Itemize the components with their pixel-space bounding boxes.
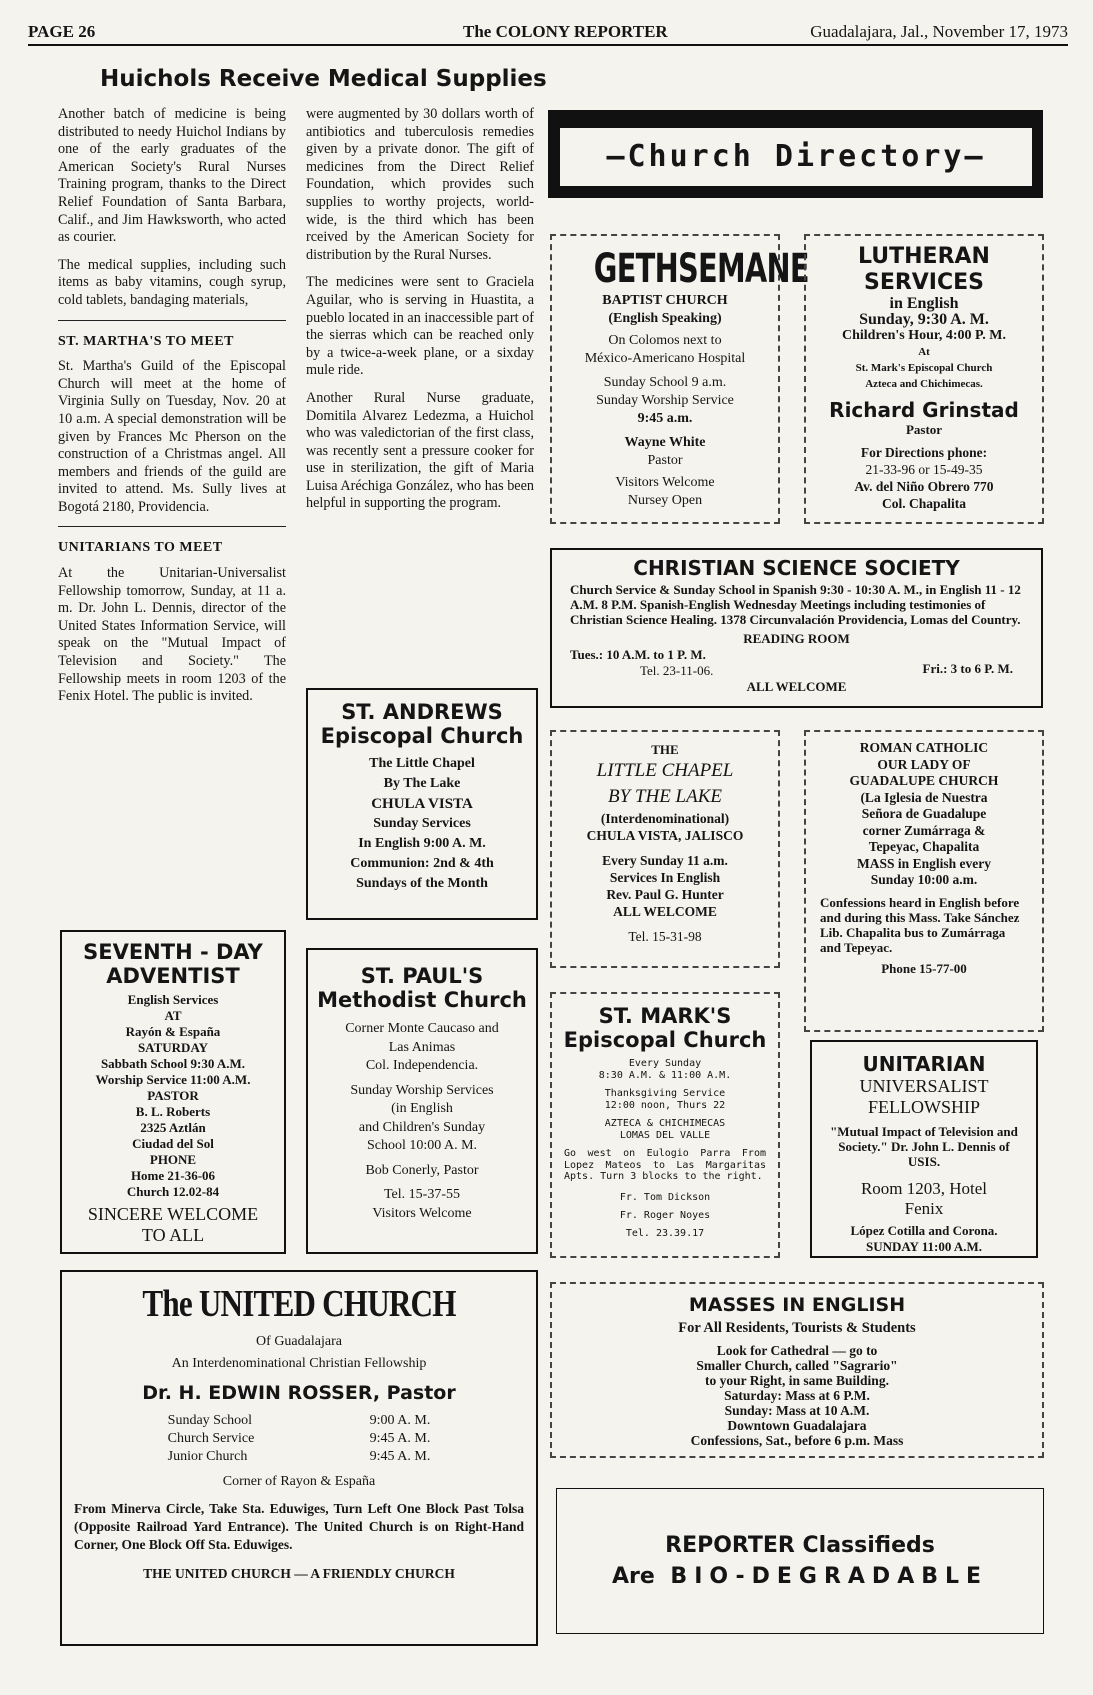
uu-when: SUNDAY 11:00 A.M.	[865, 1239, 983, 1254]
masses-title: MASSES IN ENGLISH	[688, 1294, 906, 1316]
article-paragraph: The medical supplies, including such items as baby vitamins, cough syrup, cold tablets, bandaging materials,	[58, 256, 286, 308]
adventist-title: ADVENTIST	[106, 964, 240, 988]
schedule-name: Junior Church	[167, 1449, 248, 1464]
ad-line: Smaller Church, called "Sagrario"	[696, 1358, 898, 1373]
lc-lines	[552, 810, 778, 945]
ad-line: Azteca and Chichimecas.	[865, 378, 983, 390]
united-directions: From Minerva Circle, Take Sta. Eduwiges, Turn Left One Block Past Tolsa (Opposite Railroad Yard Entrance). The United Church is on Right-Hand Corner, One Block Off Sta. Eduwiges.	[74, 1501, 524, 1552]
ad-line: GUADALUPE CHURCH	[849, 773, 999, 788]
uu-desc: "Mutual Impact of Television and Society." Dr. John L. Dennis of USIS.	[830, 1124, 1018, 1169]
cs-body: Church Service & Sunday School in Spanish 9:30 - 10:30 A. M., in English 11 - 12 A.M. 8 P.M. Spanish-English Wednesday Meetings including testimonies of Christian Science Healing. 1378 Circunvalación Providencia, Lomas del Country.	[570, 582, 1021, 627]
page-number: PAGE 26	[28, 22, 96, 41]
stmarks-title: Episcopal Church	[563, 1028, 767, 1052]
ad-line: Thanksgiving Service	[604, 1088, 726, 1099]
ad-line: Communion: 2nd & 4th	[350, 856, 494, 871]
schedule-time: 9:00 A. M.	[369, 1413, 431, 1428]
schedule-name: Church Service	[167, 1431, 255, 1446]
ad-line: AZTECA & CHICHIMECAS	[604, 1118, 726, 1129]
schedule-row	[167, 1430, 432, 1448]
cs-fri: Fri.: 3 to 6 P. M.	[922, 661, 1013, 676]
ad-line: (La Iglesia de Nuestra	[860, 789, 988, 805]
ad-line: Sabbath School 9:30 A.M.	[100, 1056, 246, 1071]
stmarks-ad	[550, 992, 780, 1258]
ad-line: Wayne White	[624, 435, 706, 450]
ad-line: Tel. 15-31-98	[628, 929, 702, 944]
ad-line: to your Right, in same Building.	[705, 1373, 889, 1388]
ad-line: Corner Monte Caucaso and	[345, 1021, 499, 1036]
ad-line: B. L. Roberts	[135, 1104, 211, 1119]
ad-line: Every Sunday	[628, 1058, 702, 1069]
united-church-ad	[60, 1270, 538, 1646]
divider	[58, 526, 286, 527]
ad-line: Sunday 10:00 a.m.	[870, 872, 978, 887]
ad-line: Visitors Welcome	[615, 475, 715, 490]
christian-science-ad	[550, 548, 1043, 708]
cs-tel: Tel. 23-11-06.	[640, 663, 714, 678]
ad-line: corner Zumárraga &	[862, 822, 986, 838]
classifieds-line2	[557, 1564, 1043, 1589]
ad-line: The Little Chapel	[369, 756, 475, 771]
ad-line: LOMAS DEL VALLE	[619, 1130, 711, 1141]
ad-line: Worship Service 11:00 A.M.	[95, 1072, 251, 1087]
ad-line: Sunday School 9 a.m.	[603, 375, 727, 390]
stmarks-title: ST. MARK'S	[598, 1004, 732, 1028]
ad-line: 12:00 noon, Thurs 22	[604, 1100, 726, 1111]
uu-title: UNITARIAN	[862, 1052, 986, 1076]
uu-title: FELLOWSHIP	[868, 1097, 980, 1117]
ad-line: Tel. 23.39.17	[625, 1227, 705, 1239]
standrews-ad	[306, 688, 538, 920]
united-title-text: The UNITED CHURCH	[142, 1283, 456, 1325]
ad-line: Church 12.02-84	[126, 1184, 220, 1199]
lc-title: BY THE LAKE	[607, 786, 723, 807]
classifieds-ad	[556, 1488, 1044, 1634]
cs-reading: READING ROOM	[743, 631, 850, 646]
classifieds-line1: REPORTER Classifieds	[665, 1533, 935, 1558]
uu-room: Fenix	[904, 1199, 944, 1218]
stmarks-people	[552, 1189, 778, 1243]
ad-line: Children's Hour, 4:00 P. M.	[841, 328, 1006, 343]
gethsemane-title-text: GETHSEMANE	[593, 246, 809, 292]
ad-line: MASS in English every	[857, 855, 991, 871]
ad-line: Confessions, Sat., before 6 p.m. Mass	[690, 1433, 904, 1448]
standrews-title: ST. ANDREWS	[341, 700, 503, 724]
ad-line: (Interdenominational)	[600, 811, 730, 826]
united-slogan: THE UNITED CHURCH — A FRIENDLY CHURCH	[143, 1566, 455, 1581]
unitarians-body: At the Unitarian-Universalist Fellowship tomorrow, Sunday, at 11 a. m. Dr. John L. Dennis, director of the United States Information Service, will speak on the "Mutual Impact of Television and Society." The Fellowship meets in room 1203 of the Fenix Hotel. The public is invited.	[58, 565, 286, 705]
lc-the: THE	[651, 742, 679, 757]
schedule-name: Sunday School	[167, 1413, 253, 1428]
ad-line: Look for Cathedral — go to	[716, 1343, 878, 1358]
ad-line: Las Animas	[388, 1039, 456, 1055]
gethsemane-title	[552, 246, 809, 292]
ad-line: México-Americano Hospital	[584, 351, 746, 366]
united-schedule	[167, 1412, 432, 1466]
schedule-time: 9:45 A. M.	[369, 1449, 431, 1464]
uu-address: López Cotilla and Corona.	[850, 1223, 998, 1238]
schedule-row	[167, 1448, 432, 1466]
ad-line: For Directions phone:	[860, 445, 988, 460]
ad-line: By The Lake	[383, 776, 461, 791]
lc-title: LITTLE CHAPEL	[596, 760, 734, 781]
lutheran-title: LUTHERAN	[858, 244, 990, 269]
gethsemane-ad	[550, 234, 809, 524]
article-col2	[306, 106, 534, 523]
schedule-row	[167, 1412, 432, 1430]
ad-line: Sunday Worship Services	[350, 1082, 494, 1098]
ad-line: Fr. Roger Noyes	[619, 1209, 711, 1221]
stmarks-lines	[552, 1058, 778, 1142]
rc-confessions: Confessions heard in English before and during this Mass. Take Sánchez Lib. Chapalita bus to Zumárraga and Tepeyac.	[820, 894, 1020, 955]
ad-line: CHULA VISTA	[371, 796, 473, 812]
stpauls-title: ST. PAUL'S	[360, 964, 484, 988]
article-paragraph: were augmented by 30 dollars worth of antibiotics and tuberculosis remedies given by a private donor. The gift of medicines from the Direct Relief Foundation, which provides such supplies to worthy projects, world-wide, is the third which has been rceived by the American Society for distribution by the Rural Nurses.	[306, 106, 534, 263]
masses-sub: For All Residents, Tourists & Students	[678, 1320, 916, 1336]
ad-line: On Colomos next to	[608, 333, 722, 348]
ad-line: School 10:00 A. M.	[366, 1138, 478, 1153]
roman-catholic-ad	[804, 730, 1044, 1032]
masses-lines	[552, 1343, 1042, 1448]
rc-lines	[820, 740, 1028, 889]
ad-line: BAPTIST CHURCH	[602, 293, 728, 308]
lutheran-lines2	[806, 444, 1042, 512]
martha-body: St. Martha's Guild of the Episcopal Church will meet at the home of Virginia Sully on Tuesday, Nov. 20 at 10 a.m. A special demonstration will be given by Frances Mc Pherson on the construction of a Christmas angel. All members and friends of the guild are invited to attend. Ms. Sully lives at Bogotá 2180, Providencia.	[58, 358, 286, 515]
adventist-closing: TO ALL	[141, 1225, 205, 1245]
header-rule	[28, 44, 1068, 46]
ad-line: and Children's Sunday	[358, 1119, 486, 1135]
ad-line: Sunday Services	[373, 816, 471, 831]
ad-line: Fr. Tom Dickson	[619, 1191, 711, 1203]
ad-line: ROMAN CATHOLIC	[859, 740, 989, 755]
united-sub: An Interdenominational Christian Fellowship	[171, 1356, 427, 1371]
uu-title: UNIVERSALIST	[859, 1076, 989, 1096]
lutheran-pastor-name: Richard Grinstad	[829, 398, 1019, 422]
article-headline: Huichols Receive Medical Supplies	[100, 66, 547, 92]
united-sub: Of Guadalajara	[256, 1334, 342, 1349]
ad-line: English Services	[127, 992, 219, 1007]
little-chapel-ad	[550, 730, 780, 968]
ad-line: Col. Chapalita	[881, 496, 966, 511]
ad-line: Rayón & España	[125, 1024, 221, 1039]
ad-line: Señora de Guadalupe	[861, 806, 987, 821]
ad-line: AT	[164, 1008, 182, 1023]
article-col1	[58, 106, 286, 716]
ad-line: Sundays of the Month	[356, 876, 488, 891]
ad-line: SATURDAY	[137, 1040, 209, 1055]
cs-welcome: ALL WELCOME	[746, 679, 847, 694]
gethsemane-lines	[552, 292, 778, 510]
ad-line: PHONE	[149, 1152, 197, 1167]
martha-title: ST. MARTHA'S TO MEET	[58, 333, 234, 349]
article-paragraph: Another Rural Nurse graduate, Domitila Alvarez Ledezma, a Huichol who was valedictorian of the first class, was recently sent a pressure cooker for use in sterilization, the gift of Maria Luisa Aréchiga González, who has been helpful in supporting the program.	[306, 389, 534, 512]
ad-line: Sunday Worship Service	[596, 393, 734, 408]
ad-line: Rev. Paul G. Hunter	[606, 887, 724, 902]
ad-line: Services In English	[609, 870, 721, 885]
cs-title: CHRISTIAN SCIENCE SOCIETY	[633, 556, 960, 580]
ad-line: Home 21-36-06	[130, 1168, 216, 1183]
lutheran-lines	[806, 296, 1042, 392]
article-paragraph: Another batch of medicine is being distributed to needy Huichol Indians by one of the early graduates of the American Society's Rural Nurses Training program, thanks to the Direct Relief Foundation of Santa Barbara, Calif., and Jim Hawksworth, who acted as courier.	[58, 106, 286, 246]
ad-line: ALL WELCOME	[613, 904, 717, 919]
adventist-ad	[60, 930, 286, 1254]
rc-phone: Phone 15-77-00	[881, 960, 967, 976]
stpauls-ad	[306, 948, 538, 1254]
article-paragraph: The medicines were sent to Graciela Aguilar, who is serving in Huastita, a pueblo located in an inaccessible part of the sierras which can be reached only by a twice-a-week plane, or a sixday mule ride.	[306, 274, 534, 379]
paper-name: The COLONY REPORTER	[463, 22, 668, 41]
ad-line: Pastor	[647, 453, 683, 468]
standrews-lines	[308, 754, 536, 894]
united-corner: Corner of Rayon & España	[222, 1474, 376, 1489]
ad-line: OUR LADY OF	[877, 756, 971, 772]
masses-ad	[550, 1282, 1044, 1458]
standrews-title: Episcopal Church	[320, 724, 524, 748]
schedule-time: 9:45 A. M.	[369, 1431, 431, 1446]
ad-line: St. Mark's Episcopal Church	[855, 362, 993, 374]
ad-line: Bob Conerly, Pastor	[365, 1162, 479, 1178]
cs-tues: Tues.: 10 A.M. to 1 P. M.	[570, 647, 706, 662]
ad-line: Ciudad del Sol	[132, 1136, 214, 1151]
united-pastor: Dr. H. EDWIN ROSSER, Pastor	[142, 1382, 456, 1404]
lutheran-title: SERVICES	[863, 270, 985, 295]
adventist-lines	[62, 992, 284, 1200]
uu-room: Room 1203, Hotel	[860, 1179, 988, 1198]
ad-line: Tepeyac, Chapalita	[868, 839, 980, 854]
ad-line: In English 9:00 A. M.	[358, 836, 486, 851]
ad-line: Sunday: Mass at 10 A.M.	[724, 1403, 870, 1418]
ad-line: Visitors Welcome	[372, 1205, 472, 1221]
unitarians-title: UNITARIANS TO MEET	[58, 540, 223, 556]
ad-line: CHULA VISTA, JALISCO	[586, 828, 744, 843]
ad-line: Av. del Niño Obrero 770	[854, 479, 994, 494]
ad-line: Col. Independencia.	[365, 1058, 479, 1073]
ad-line: 8:30 A.M. & 11:00 A.M.	[598, 1070, 732, 1081]
dateline: Guadalajara, Jal., November 17, 1973	[810, 22, 1068, 41]
stmarks-directions: Go west on Eulogio Parra From Lopez Mateos to Las Margaritas Apts. Turn 3 blocks to the right.	[564, 1148, 766, 1182]
ad-line: 21-33-96 or 15-49-35	[865, 462, 983, 477]
unitarian-ad	[810, 1040, 1038, 1258]
adventist-title: SEVENTH - DAY	[83, 940, 263, 964]
ad-line: At	[918, 346, 930, 358]
ad-line: Saturday: Mass at 6 P.M.	[724, 1388, 870, 1403]
stpauls-title: Methodist Church	[317, 988, 527, 1012]
ad-line: in English	[889, 295, 959, 312]
ad-line: 2325 Aztlán	[140, 1120, 206, 1135]
lutheran-ad	[804, 234, 1044, 524]
classifieds-are: Are	[611, 1564, 655, 1589]
united-title	[74, 1282, 524, 1326]
classifieds-bio: BIO-DEGRADABLE	[670, 1564, 989, 1589]
lutheran-pastor-label: Pastor	[905, 422, 943, 437]
directory-banner: —Church Directory—	[558, 126, 1034, 188]
divider	[58, 320, 286, 321]
adventist-closing: SINCERE WELCOME	[87, 1204, 259, 1224]
ad-line: Tel. 15-37-55	[383, 1187, 460, 1202]
stpauls-lines	[308, 1020, 536, 1223]
ad-line: Nursey Open	[627, 493, 703, 508]
ad-line: Sunday, 9:30 A. M.	[859, 311, 989, 328]
ad-line: Every Sunday 11 a.m.	[602, 853, 728, 868]
ad-line: (English Speaking)	[608, 311, 722, 326]
ad-line: Downtown Guadalajara	[727, 1418, 867, 1433]
ad-line: (in English	[391, 1101, 453, 1116]
ad-line: PASTOR	[147, 1088, 199, 1103]
ad-line: 9:45 a.m.	[637, 411, 693, 426]
